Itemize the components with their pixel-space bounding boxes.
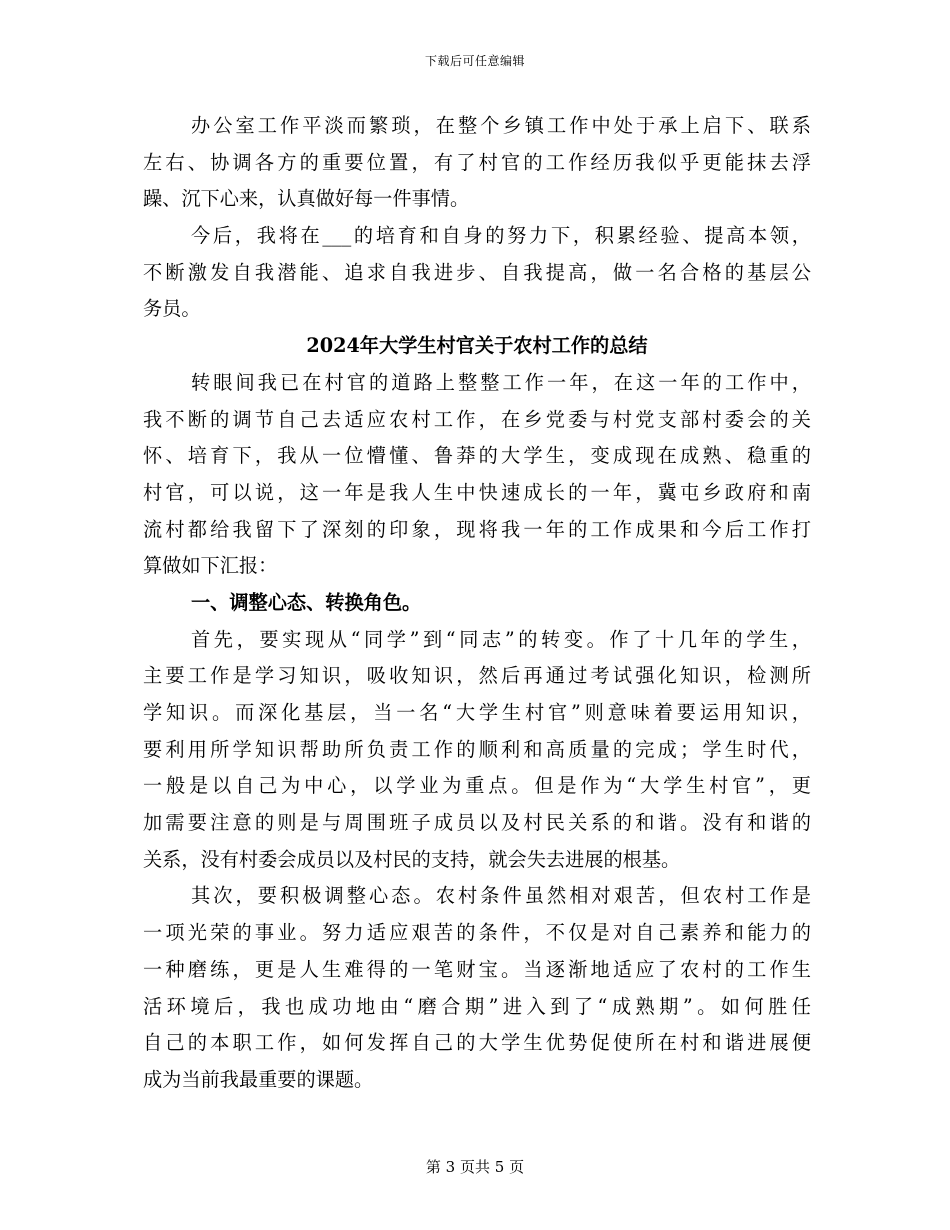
section-title: 2024年大学生村官关于农村工作的总结 xyxy=(306,334,648,358)
text-line: 自己的本职工作，如何发挥自己的大学生优势促使所在村和谐进展便 xyxy=(143,1031,811,1055)
page-header: 下载后可任意编辑 xyxy=(424,54,525,68)
text-line: 怀、培育下，我从一位懵懂、鲁莽的大学生，变成现在成熟、稳重的 xyxy=(143,444,811,468)
text-line: 流村都给我留下了深刻的印象，现将我一年的工作成果和今后工作打 xyxy=(143,517,811,541)
text-line: 其次，要积极调整心态。农村条件虽然相对艰苦，但农村工作是 xyxy=(191,884,811,908)
text-line: 一项光荣的事业。努力适应艰苦的条件，不仅是对自己素养和能力的 xyxy=(143,921,811,945)
text-line: 今后，我将在___的培育和自身的努力下，积累经验、提高本领， xyxy=(191,224,811,248)
text-line: 算做如下汇报： xyxy=(143,554,278,578)
text-line: 不断激发自我潜能、追求自我进步、自我提高，做一名合格的基层公 xyxy=(143,260,811,284)
text-line: 办公室工作平淡而繁琐，在整个乡镇工作中处于承上启下、联系 xyxy=(191,114,811,137)
page-footer: 第 3 页共 5 页 xyxy=(425,1158,525,1176)
text-line: 我不断的调节自己去适应农村工作，在乡党委与村党支部村委会的关 xyxy=(143,407,811,431)
text-line: 首先，要实现从“同学”到“同志”的转变。作了十几年的学生， xyxy=(191,627,811,651)
text-line: 躁、沉下心来，认真做好每一件事情。 xyxy=(143,187,470,211)
text-line: 村官，可以说，这一年是我人生中快速成长的一年，冀屯乡政府和南 xyxy=(143,480,811,504)
text-line: 活环境后，我也成功地由“磨合期”进入到了“成熟期”。如何胜任 xyxy=(143,994,811,1018)
text-line: 要利用所学知识帮助所负责工作的顺利和高质量的完成；学生时代， xyxy=(143,737,811,761)
text-line: 一种磨练，更是人生难得的一笔财宝。当逐渐地适应了农村的工作生 xyxy=(143,957,811,981)
text-line: 一般是以自己为中心，以学业为重点。但是作为“大学生村官”，更 xyxy=(143,774,811,798)
document-body xyxy=(143,108,811,1099)
text-line: 关系，没有村委会成员以及村民的支持，就会失去进展的根基。 xyxy=(143,847,681,871)
text-line: 主要工作是学习知识，吸收知识，然后再通过考试强化知识，检测所 xyxy=(143,664,811,688)
text-line: 加需要注意的则是与周围班子成员以及村民关系的和谐。没有和谐的 xyxy=(143,811,811,835)
text-line: 转眼间我已在村官的道路上整整工作一年，在这一年的工作中， xyxy=(191,370,811,394)
text-line: 务员。 xyxy=(143,297,201,321)
text-line: 左右、协调各方的重要位置，有了村官的工作经历我似乎更能抹去浮 xyxy=(143,150,811,174)
section-heading: 一、调整心态、转换角色。 xyxy=(191,590,422,614)
text-line: 学知识。而深化基层，当一名“大学生村官”则意味着要运用知识， xyxy=(143,701,811,724)
text-line: 成为当前我最重要的课题。 xyxy=(143,1067,374,1091)
